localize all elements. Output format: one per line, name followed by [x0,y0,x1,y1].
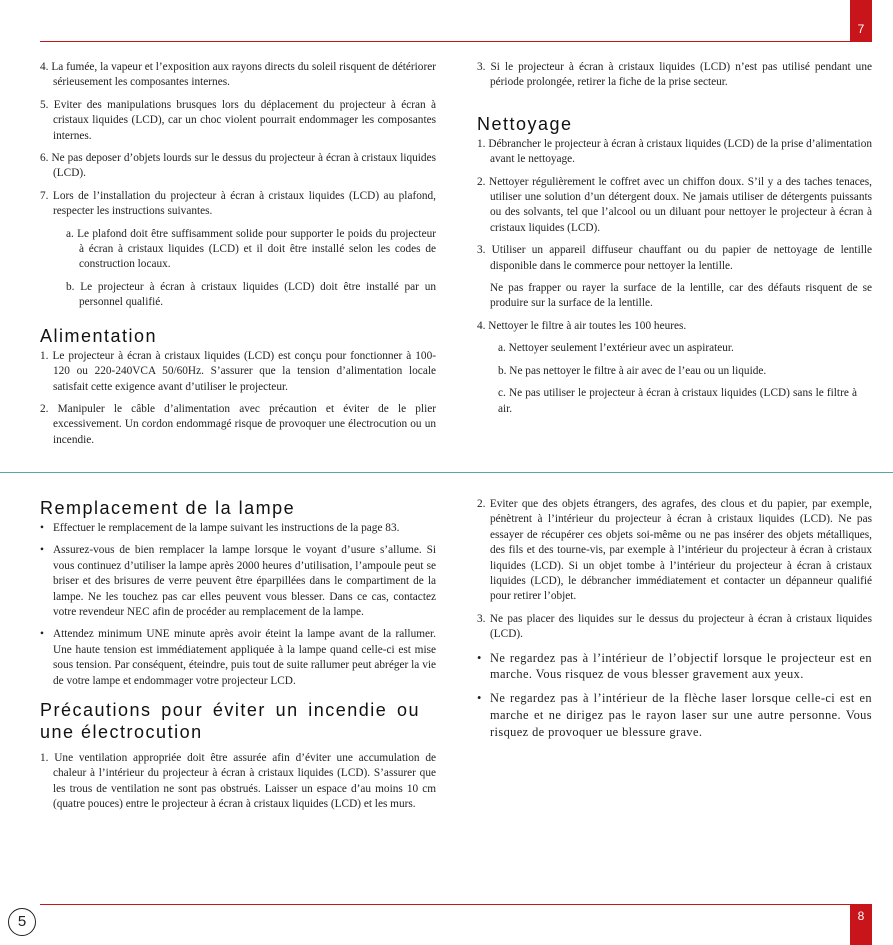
list-item: 4. La fumée, la vapeur et l’exposition aux rayons directs du soleil risquent de détériorer sérieusement les composantes internes. [40,61,436,89]
list-item: 2. Eviter que des objets étrangers, des agrafes, des clous et du papier, par exemple, pénètrent à l’intérieur du projecteur à écran à cristaux liquides (LCD). Ne pas essayer de récupérer ces objets soi-même ou ne pas insérer des objets métalliques, des fils et des tourne-vis, par exemple à l’intérieur du projecteur à écran à cristaux liquides (LCD). Si un objet tombe à l’intérieur du projecteur à écran à cristaux liquides (LCD), le débrancher immédiatement et contacter un dépanneur qualifié pour retirer l’objet. [477,498,872,603]
page-divider [0,472,893,473]
sub-list-item: b. Le projecteur à écran à cristaux liquides (LCD) doit être installé par un personnel qualifié. [66,280,436,309]
list-item: 3. Si le projecteur à écran à cristaux liquides (LCD) n’est pas utilisé pendant une période prolongée, retirer la fiche de la prise secteur. [477,61,872,89]
list-item: 7. Lors de l’installation du projecteur à écran à cristaux liquides (LCD) au plafond, respecter les instructions suivantes. [40,189,436,218]
sub-list-item: a. Nettoyer seulement l’extérieur avec un aspirateur. [498,342,734,355]
list-item: 3. Utiliser un appareil diffuseur chauffant ou du papier de nettoyage de lentille disponible dans le commerce pour nettoyer la lentille. [477,244,872,272]
bullet-marker: • [477,691,482,706]
bullet-text: Attendez minimum UNE minute après avoir éteint la lampe avant de la rallumer. Une haute tension est immédiatement appliquée à la lampe quand celle-ci est mise sous tension. Par conséquent, éteindre, puis tout de suite rallumer peut abréger la vie de votre lampe et endommager votre projecteur LCD. [53,628,436,687]
list-item: 6. Ne pas deposer d’objets lourds sur le dessus du projecteur à écran à cristaux liquides (LCD). [40,152,436,180]
bullet-marker: • [40,522,44,534]
bullet-text: Effectuer le remplacement de la lampe suivant les instructions de la page 83. [53,522,400,534]
bullet-item [40,521,436,536]
sub-list-item: b. Ne pas nettoyer le filtre à air avec de l’eau ou un liquide. [498,364,767,377]
page-number-top: 7 [850,0,872,42]
section-heading-remplacement-lampe: Remplacement de la lampe [40,498,296,518]
list-item: 2. Manipuler le câble d’alimentation avec précaution et éviter de le plier excessivement. Un cordon endommagé risque de provoquer une électrocution ou un incendie. [40,402,436,446]
bullet-marker: • [477,650,482,665]
list-item: 1. Une ventilation appropriée doit être assurée afin d’éviter une accumulation de chaleur à l’intérieur du projecteur à écran à cristaux liquides (LCD). S’assurer que les trous de ventilation ne sont pas obstrués. Laisser un espace d’au moins 10 cm (quatre pouces) entre le projecteur à écran à cristaux liquides (LCD) et les murs. [40,752,436,811]
sub-list-item: c. Ne pas utiliser le projecteur à écran à cristaux liquides (LCD) sans le filtre à air. [498,387,857,415]
circled-page-number: 5 [8,908,36,936]
bullet-item [477,650,872,684]
section-heading-nettoyage: Nettoyage [477,113,573,134]
list-item: 5. Eviter des manipulations brusques lors du déplacement du projecteur à écran à cristaux liquides (LCD), car un choc violent pourrait endommager les composantes internes. [40,98,436,142]
list-paragraph: Ne pas frapper ou rayer la surface de la lentille, car des défauts risquent de se produire sur la surface de la lentille. [490,282,872,310]
top-rule [40,41,872,42]
bullet-item [40,627,436,689]
top-left-column [40,60,436,455]
list-item: 4. Nettoyer le filtre à air toutes les 100 heures. [477,319,687,332]
bullet-item [477,690,872,740]
bullet-text: Ne regardez pas à l’intérieur de l’objectif lorsque le projecteur est en marche. Vous risquez de vous blesser gravement aux yeux. [490,650,872,682]
list-item: 1. Débrancher le projecteur à écran à cristaux liquides (LCD) de la prise d’alimentation avant le nettoyage. [477,137,872,166]
sub-list-item: a. Le plafond doit être suffisamment solide pour supporter le poids du projecteur à écran à cristaux liquides (LCD) et il doit être installé selon les codes de construction locaux. [66,227,436,271]
bottom-left-column [40,497,436,820]
bullet-marker: • [40,628,44,641]
bullet-item [40,543,436,620]
bottom-right-column [477,497,872,748]
list-item: 1. Le projecteur à écran à cristaux liquides (LCD) est conçu pour fonctionner à 100-120 ou 220-240VCA 50/60Hz. S’assurer que la tension d’alimentation locale satisfait cette exigence avant d’utiliser le projecteur. [40,349,436,393]
page-number-bottom: 8 [850,904,872,945]
bullet-text: Assurez-vous de bien remplacer la lampe lorsque le voyant d’usure s’allume. Si vous continuez d’utiliser la lampe après 2000 heures d’utilisation, l’ampoule peut se briser et des brisures de verre peuvent être éparpillées dans le compartiment de la lampe. Ne les touchez pas car elles peuvent vous blesser. Dans ce cas, contactez votre revendeur NEC afin de procéder au remplacement de la lampe. [53,544,436,619]
bottom-rule [40,904,872,905]
bullet-marker: • [40,544,44,557]
section-heading-alimentation: Alimentation [40,325,158,346]
section-heading-precautions: Précautions pour éviter un incendie ou une électrocution [40,700,420,743]
list-item: 2. Nettoyer régulièrement le coffret avec un chiffon doux. S’il y a des taches tenaces, utiliser une solution d’un détergent doux. Ne jamais utiliser de détergents puissants ou des solvants, tel que l’alcool ou un diluant pour nettoyer le projecteur à écran à cristaux liquides (LCD). [477,175,872,234]
bullet-text: Ne regardez pas à l’intérieur de la flèche laser lorsque celle-ci est en marche et ne dirigez pas le rayon laser sur une autre personne. Vous risquez de provoquer ue blessure grave. [490,691,872,739]
list-item: 3. Ne pas placer des liquides sur le dessus du projecteur à écran à cristaux liquides (LCD). [477,612,872,641]
top-right-column [477,60,872,424]
